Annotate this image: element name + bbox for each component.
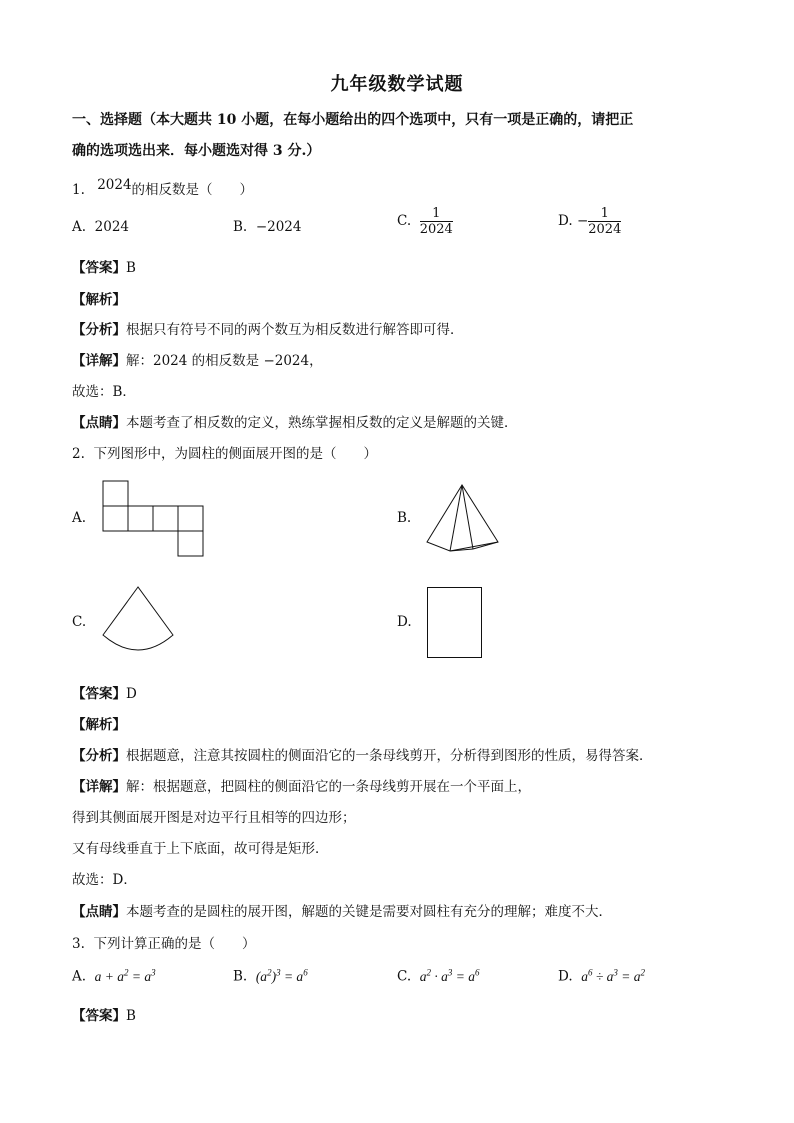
sector-figure (102, 587, 178, 657)
q1-fenxi: 【分析】根据只有符号不同的两个数互为相反数进行解答即可得． (72, 322, 464, 338)
q3-option-b-expr: $(a^2)^3 = a^6$ (255, 967, 308, 984)
cube-net-figure (103, 481, 205, 557)
q2-guxuan: 故选：D． (72, 872, 137, 888)
q2-xiangjie-line3: 又有母线垂直于上下底面，故可得是矩形． (72, 841, 329, 857)
option-b-value: −2024 (255, 219, 302, 235)
option-d-fraction: $\frac{1}{2024}$ (588, 206, 622, 237)
q3-option-a-expr: $a + a^2 = a^3$ (94, 967, 156, 984)
q3-option-c-expr: $a^2 \cdot a^3 = a^6$ (419, 967, 480, 984)
page-title: 九年级数学试题 (330, 74, 464, 95)
q1-analysis-tag: 【解析】 (72, 292, 126, 308)
question-stem: 的相反数是（ ） (131, 182, 254, 198)
question-number: 1. (72, 182, 85, 198)
rectangle-figure (427, 587, 483, 659)
q3-option-c: C. $a^2 \cdot a^3 = a^6$ (397, 967, 480, 985)
question-1 (72, 178, 253, 198)
option-d: D. − $\frac{1}{2024}$ (558, 206, 622, 237)
q2-answer: 【答案】D (72, 686, 137, 702)
q2-fenxi: 【分析】根据题意，注意其按圆柱的侧面沿它的一条母线剪开，分析得到图形的性质，易得答案． (72, 748, 653, 764)
q1-xiangjie: 【详解】解：2024 的相反数是 −2024， (72, 353, 323, 369)
q3-option-b: B. $(a^2)^3 = a^6$ (233, 967, 308, 985)
option-b: B. −2024 (233, 219, 302, 235)
option-c: C. $\frac{1}{2024}$ (397, 206, 453, 237)
section-heading-line1: 一、选择题（本大题共 10 小题，在每小题给出的四个选项中，只有一项是正确的，请把正 (72, 112, 634, 128)
section-heading-line2: 确的选项选出来．每小题选对得 3 分.） (72, 143, 321, 159)
q3-answer: 【答案】B (72, 1008, 136, 1024)
option-a: A. 2024 (72, 219, 129, 235)
q2-option-b-label: B. (397, 510, 412, 526)
q2-analysis-tag: 【解析】 (72, 717, 126, 733)
option-c-fraction: $\frac{1}{2024}$ (419, 206, 453, 237)
question-3: 3. 下列计算正确的是（ ） (72, 936, 256, 952)
q1-answer: 【答案】B (72, 260, 136, 276)
q2-option-a-label: A. (72, 510, 87, 526)
q2-option-d-label: D. (397, 614, 412, 630)
q2-xiangjie: 【详解】解：根据题意，把圆柱的侧面沿它的一条母线剪开展在一个平面上， (72, 779, 531, 795)
q2-dianjing: 【点睛】本题考查的是圆柱的展开图，解题的关键是需要对圆柱有充分的理解；难度不大． (72, 904, 612, 920)
q3-option-d-expr: $a^6 \div a^3 = a^2$ (581, 967, 646, 984)
q2-option-c-label: C. (72, 614, 87, 630)
question-value: 2024 (97, 177, 132, 193)
q3-option-a: A. $a + a^2 = a^3$ (72, 967, 156, 985)
option-a-value: 2024 (94, 219, 129, 235)
q2-xiangjie-line2: 得到其侧面展开图是对边平行且相等的四边形； (72, 810, 356, 826)
q1-guxuan: 故选：B． (72, 384, 136, 400)
q1-dianjing: 【点睛】本题考查了相反数的定义，熟练掌握相反数的定义是解题的关键． (72, 415, 518, 431)
q3-option-d: D. $a^6 \div a^3 = a^2$ (558, 967, 646, 985)
pyramid-figure (426, 485, 502, 553)
question-2: 2. 下列图形中，为圆柱的侧面展开图的是（ ） (72, 446, 377, 462)
